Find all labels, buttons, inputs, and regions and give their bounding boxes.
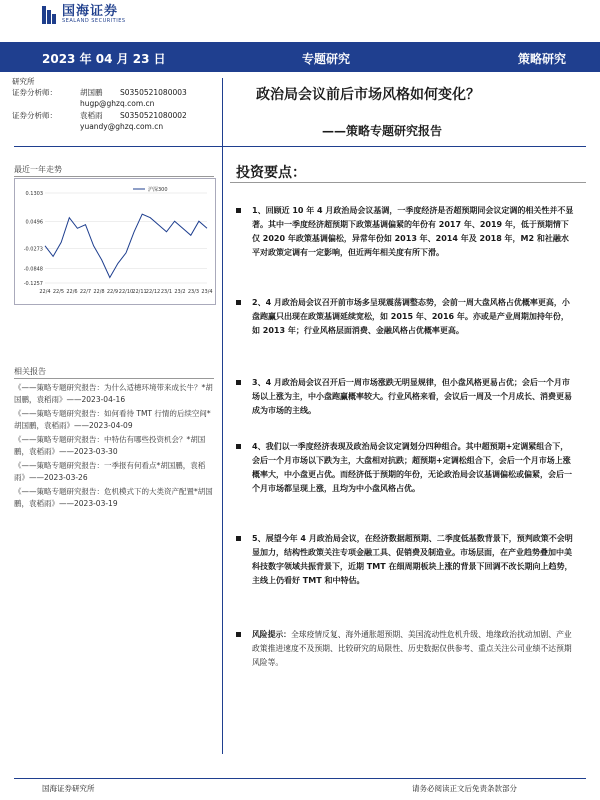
x-tick-label: 22/10: [118, 289, 134, 295]
investment-point-text: 5、展望今年 4 月政治局会议，在经济数据超预期、二季度低基数背景下，预判政策不会明显加力，结构性政策关注专项金融工具、促销费及制造业。市场层面，在产业趋势叠加中美科技数字领域共振背景下，近期 TMT 在细周期板块上涨的背景下回调不改长期向上趋势，主线上仍看好 TMT 和中特估。: [252, 534, 573, 585]
bullet-icon: [236, 536, 241, 541]
x-tick-label: 22/5: [52, 289, 65, 295]
y-tick-label: 0.0496: [25, 219, 43, 226]
institute-label: 研究所: [12, 77, 35, 86]
x-tick-label: 23/1: [160, 289, 173, 295]
investment-point: [236, 440, 576, 496]
company-logo: [42, 4, 126, 26]
related-report-item[interactable]: 《——策略专题研究报告：危机模式下的大类资产配置*胡国鹏，袁稻雨》——2023-03-19: [14, 487, 213, 508]
related-report-item[interactable]: 《——策略专题研究报告：如何看待 TMT 行情的后续空间*胡国鹏，袁稻雨》——2023-04-09: [14, 409, 211, 430]
x-tick-label: 22/8: [93, 289, 105, 295]
risk-label: 风险提示：: [252, 630, 291, 639]
trend-label: 最近一年走势: [14, 165, 62, 174]
investment-divider: [230, 182, 586, 183]
investment-point: [236, 296, 576, 338]
related-report-item[interactable]: 《——策略专题研究报告：一季报有何看点*胡国鹏，袁稻雨》——2023-03-26: [14, 461, 206, 482]
bullet-icon: [236, 444, 241, 449]
x-tick-label: 22/6: [66, 289, 78, 295]
analyst-role: 证券分析师：: [12, 88, 57, 97]
analyst-name: 袁稻雨: [80, 111, 103, 120]
analyst-role: 证券分析师：: [12, 111, 57, 120]
report-date: 2023 年 04 月 23 日: [42, 52, 166, 66]
header-bar: [0, 42, 600, 72]
report-category: 策略研究: [518, 52, 567, 66]
logo-name-en: SEALAND SECURITIES: [62, 18, 126, 24]
x-tick-label: 22/7: [79, 289, 92, 295]
footer-divider: [14, 778, 586, 779]
bullet-icon: [236, 632, 241, 637]
investment-heading: 投资要点：: [236, 165, 306, 181]
bullet-icon: [236, 300, 241, 305]
related-report-item[interactable]: 《——策略专题研究报告：中特估有哪些投资机会？*胡国鹏，袁稻雨》——2023-03-30: [14, 435, 206, 456]
x-tick-label: 23/2: [174, 289, 186, 295]
investment-point-text: 2、4 月政治局会议召开前市场多呈现震荡调整态势，会前一周大盘风格占优概率更高，小盘跑赢只出现在政策基调延续宽松，如 2015 年、2016 年。亦或是产业周期加持年份，如 2013 年；行业风格层面消费、金融风格占优概率更高。: [252, 298, 570, 335]
x-tick-label: 22/9: [106, 289, 119, 295]
logo-name-cn: 国海证券: [62, 4, 119, 19]
analyst-id: S0350521080002: [120, 111, 187, 120]
y-tick-label: -0.1257: [23, 281, 43, 287]
analyst-name: 胡国鹏: [80, 88, 103, 97]
x-tick-label: 23/3: [187, 289, 200, 295]
x-tick-label: 22/4: [39, 289, 51, 295]
bullet-icon: [236, 380, 241, 385]
related-label: 相关报告: [14, 367, 46, 376]
analyst-id: S0350521080003: [120, 88, 187, 97]
series-line-csi300: [45, 214, 207, 277]
y-tick-label: 0.1303: [25, 191, 43, 197]
analyst-email[interactable]: yuandy@ghzq.com.cn: [80, 122, 164, 131]
risk-warning: [252, 628, 576, 670]
footer-institute: 国海证券研究所: [42, 784, 95, 793]
analyst-block: [12, 76, 218, 132]
investment-point: [236, 204, 576, 260]
footer-disclaimer: 请务必阅读正文后免责条款部分: [412, 784, 517, 793]
title-divider: [14, 146, 586, 147]
analyst-row: [12, 87, 218, 98]
bullet-icon: [236, 208, 241, 213]
risk-text: 全球疫情反复、海外通胀超预期、美国流动性危机升级、地缘政治扰动加剧、产业政策推进速度不及预期、比较研究的局限性、历史数据仅供参考、重点关注公司业绩不达预期风险等。: [252, 630, 572, 667]
investment-point-text: 4、我们以一季度经济表现及政治局会议定调划分四种组合。其中超预期+定调紧组合下，会后一个月市场以下跌为主，大盘相对抗跌；超预期+定调松组合下，会后一个月市场上涨概率大，中小盘更占优。而经济低于预期的年份，无论政治局会议基调偏松或偏紧，会后一个月市场都呈现上涨，且均为中小盘风格占优。: [252, 442, 572, 493]
analyst-email[interactable]: hugp@ghzq.com.cn: [80, 99, 155, 108]
trend-chart-svg: [15, 179, 215, 304]
report-kind: 专题研究: [302, 52, 351, 66]
column-divider: [222, 78, 223, 754]
legend-label: 沪深300: [148, 187, 168, 193]
trend-divider: [14, 176, 214, 177]
report-subtitle: ——策略专题研究报告: [322, 124, 443, 138]
x-tick-label: 22/12: [145, 289, 161, 295]
y-tick-label: -0.0848: [23, 266, 43, 273]
trend-chart: [14, 178, 216, 305]
y-tick-label: -0.0273: [23, 246, 43, 253]
logo-icon: [42, 6, 56, 24]
investment-point-text: 1、回顾近 10 年 4 月政治局会议基调，一季度经济是否超预期同会议定调的相关性并不显著。其中一季度经济超预期下政策基调偏紧的年份有 2017 年、2019 年，低于预期情下仅 2020 年政策基调偏松，异常年份如 2013 年、2014 年及 2018 年，M2 和社融水平对政策定调有一定影响，但近两年相关度有所下滑。: [252, 206, 574, 257]
related-list: [14, 382, 214, 512]
x-tick-label: 22/11: [132, 289, 147, 295]
related-report-item[interactable]: 《——策略专题研究报告：为什么适㯖环境带来成长牛？*胡国鹏，袁稻雨》——2023-04-16: [14, 383, 213, 404]
analyst-row: [12, 110, 218, 121]
investment-point-text: 3、4 月政治局会议召开后一周市场涨跌无明显规律，但小盘风格更易占优；会后一个月市场以上涨为主，中小盘跑赢概率较大。行业风格来看，会议后一周及一个月成长、消费更易成为市场的主线。: [252, 378, 572, 415]
report-title: 政治局会议前后市场风格如何变化？: [256, 87, 480, 103]
investment-point: [236, 376, 576, 418]
x-tick-label: 23/4: [201, 289, 213, 295]
related-divider: [14, 378, 214, 379]
investment-point: [236, 532, 576, 588]
